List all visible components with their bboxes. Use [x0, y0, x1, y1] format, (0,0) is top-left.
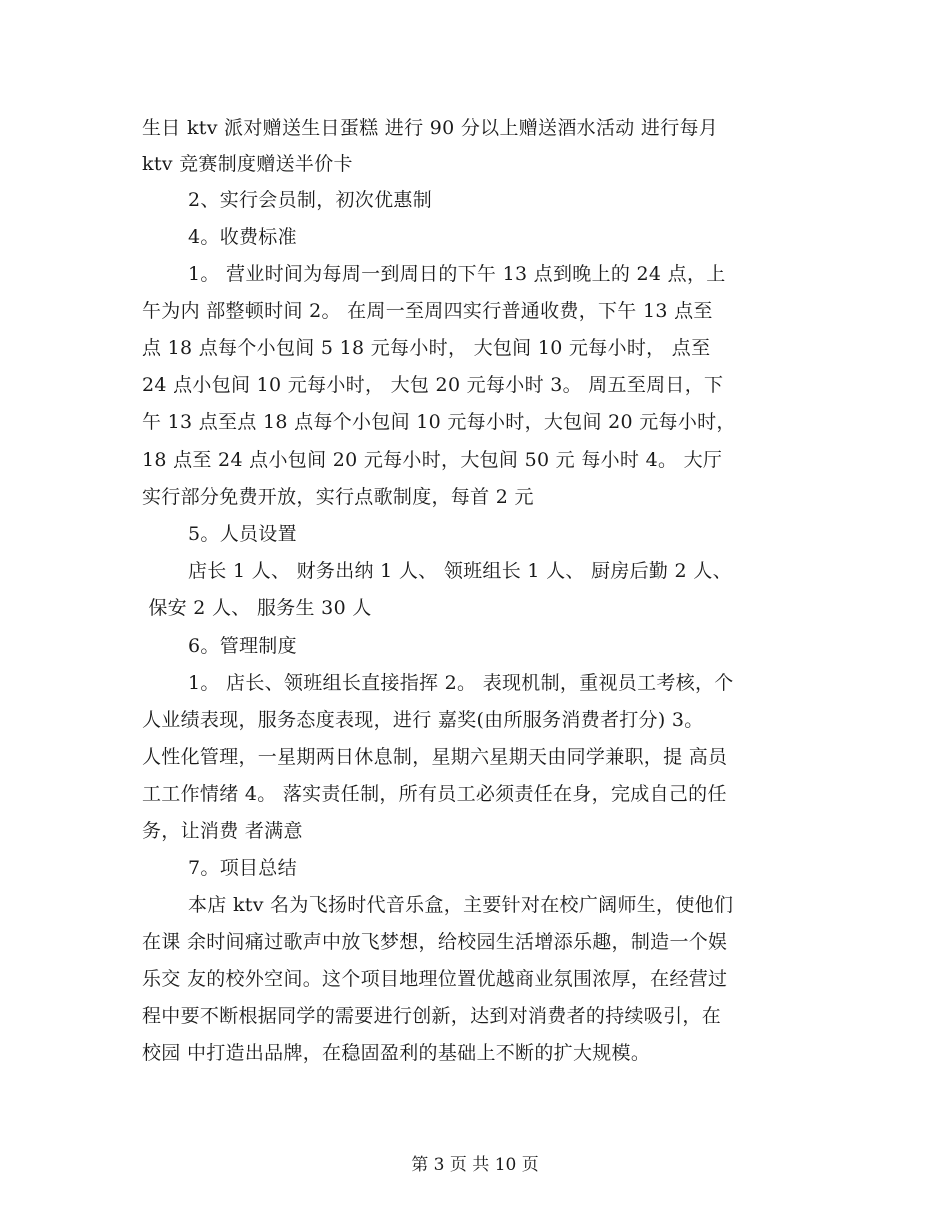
text-line: 2、实行会员制，初次优惠制 — [188, 189, 432, 211]
text-line: 18 点至 24 点小包间 20 元每小时，大包间 50 元 每小时 4。 大厅 — [142, 449, 723, 471]
text-line: 点 18 点每个小包间 5 18 元每小时， 大包间 10 元每小时， 点至 — [142, 337, 711, 359]
text-line: 午为内 部整顿时间 2。 在周一至周四实行普通收费，下午 13 点至 — [142, 300, 713, 322]
text-line: 1。 店长、领班组长直接指挥 2。 表现机制，重视员工考核，个 — [188, 672, 734, 694]
text-line: 工工作情绪 4。 落实责任制，所有员工必须责任在身，完成自己的任 — [142, 783, 727, 805]
section-heading: 6。管理制度 — [188, 635, 297, 657]
section-heading: 4。收费标准 — [188, 226, 297, 248]
text-line: 本店 ktv 名为飞扬时代音乐盒，主要针对在校广阔师生，使他们 — [188, 894, 734, 916]
text-line: 24 点小包间 10 元每小时， 大包 20 元每小时 3。 周五至周日，下 — [142, 374, 724, 396]
text-line: 在课 余时间痛过歌声中放飞梦想，给校园生活增添乐趣，制造一个娱 — [142, 931, 728, 953]
page-number-footer: 第 3 页 共 10 页 — [411, 1155, 539, 1175]
text-line: 店长 1 人、 财务出纳 1 人、 领班组长 1 人、 厨房后勤 2 人、 — [188, 560, 732, 582]
text-line: 乐交 友的校外空间。这个项目地理位置优越商业氛围浓厚，在经营过 — [142, 968, 728, 990]
text-line: 务，让消费 者满意 — [142, 820, 303, 842]
text-line: 保安 2 人、 服务生 30 人 — [142, 597, 372, 619]
text-line: 实行部分免费开放，实行点歌制度，每首 2 元 — [142, 486, 534, 508]
text-line: 人性化管理，一星期两日休息制，星期六星期天由同学兼职，提 高员 — [142, 746, 728, 768]
text-line: 程中要不断根据同学的需要进行创新，达到对消费者的持续吸引，在 — [142, 1005, 722, 1027]
section-heading: 5。人员设置 — [188, 523, 297, 545]
text-line: 午 13 点至点 18 点每个小包间 10 元每小时，大包间 20 元每小时， — [142, 411, 736, 433]
text-line: 生日 ktv 派对赠送生日蛋糕 进行 90 分以上赠送酒水活动 进行每月 — [142, 117, 719, 139]
text-line: ktv 竞赛制度赠送半价卡 — [142, 153, 353, 175]
section-heading: 7。项目总结 — [188, 857, 297, 879]
text-line: 人业绩表现，服务态度表现，进行 嘉奖(由所服务消费者打分) 3。 — [142, 709, 704, 731]
text-line: 校园 中打造出品牌，在稳固盈利的基础上不断的扩大规模。 — [142, 1042, 651, 1064]
text-line: 1。 营业时间为每周一到周日的下午 13 点到晚上的 24 点，上 — [188, 263, 726, 285]
